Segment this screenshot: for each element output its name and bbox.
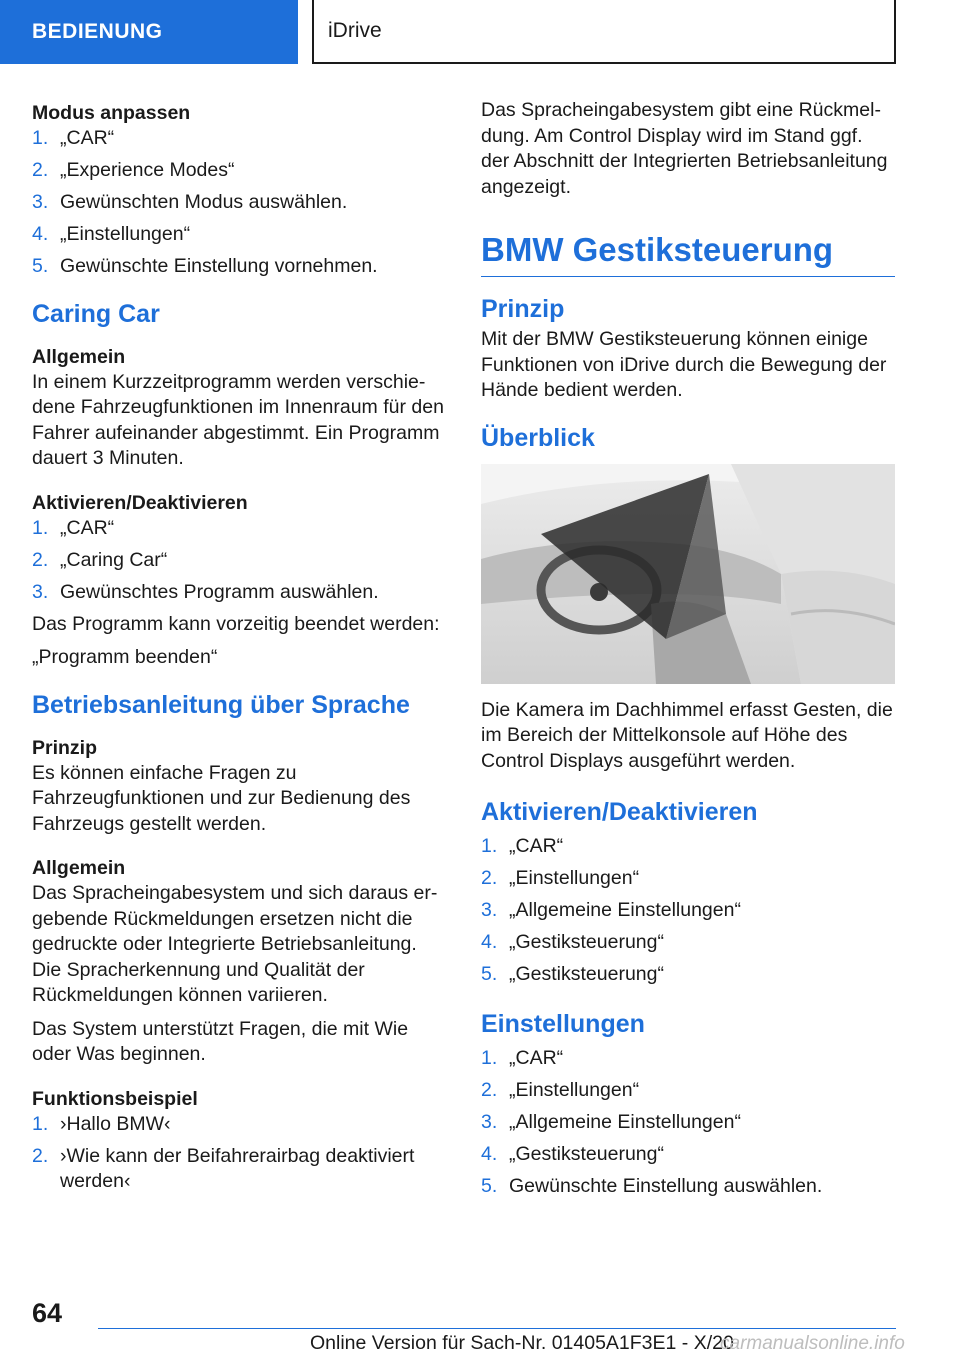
step-text: ›Wie kann der Beifahrerairbag deaktiviert werden‹ xyxy=(60,1144,415,1192)
modus-steps xyxy=(32,126,446,280)
watermark: carmanualsonline.info xyxy=(720,1333,905,1354)
step-text: „CAR“ xyxy=(60,516,115,539)
caring-allgemein-text: In einem Kurzzeitprogramm werden verschiedene Fahrzeugfunktionen im Innenraum für den Fahrer aufeinander abgestimmt. Ein Programm dauert 3 Minuten. xyxy=(32,370,444,469)
step-text: „Experience Modes“ xyxy=(60,159,235,181)
step-text: „Gestiksteuerung“ xyxy=(509,1142,664,1165)
step-number: 2. xyxy=(32,159,49,181)
list-item xyxy=(32,158,446,184)
list-item xyxy=(481,898,895,924)
caring-allgemein-heading: Allgemein xyxy=(32,345,126,368)
step-number: 3. xyxy=(481,1110,498,1133)
step-number: 3. xyxy=(32,580,49,603)
prinzip-text: Mit der BMW Gestiksteuerung können einige Funktionen von iDrive durch die Bewegung der Hände bedient werden. xyxy=(481,328,887,401)
step-text: „Gestiksteuerung“ xyxy=(509,963,664,985)
step-number: 1. xyxy=(481,835,498,857)
list-item xyxy=(32,222,446,248)
funktion-steps xyxy=(32,1112,446,1195)
gesture-settings-heading: Einstellungen xyxy=(481,1009,645,1038)
ueberblick-heading: Überblick xyxy=(481,423,595,452)
list-item xyxy=(32,580,446,606)
step-text: ›Hallo BMW‹ xyxy=(60,1112,171,1135)
list-item xyxy=(481,1078,895,1104)
step-number: 5. xyxy=(481,1174,498,1197)
list-item xyxy=(481,930,895,956)
step-number: 4. xyxy=(32,223,49,245)
step-number: 1. xyxy=(481,1046,498,1069)
step-number: 1. xyxy=(32,127,49,149)
gesture-camera-illustration xyxy=(481,464,895,684)
footer-divider xyxy=(98,1328,896,1329)
caring-car-title: Caring Car xyxy=(32,299,160,328)
step-text: „Einstellungen“ xyxy=(509,1078,640,1101)
step-number: 5. xyxy=(481,963,498,985)
list-item xyxy=(32,548,446,574)
right-column xyxy=(481,98,895,1206)
list-item xyxy=(481,1110,895,1136)
list-item xyxy=(32,190,446,216)
section-title: BEDIENUNG xyxy=(32,20,163,43)
sprache-allgemein-text-1: Das Spracheingabesystem und sich daraus ergebende Rückmeldungen ersetzen nicht die gedruckte oder Integrierte Betriebsanleitung. Die Spracherkennung und Qualität der Rückmeldungen können variieren. xyxy=(32,882,438,1006)
step-text: „Caring Car“ xyxy=(60,548,168,571)
caring-end-option: „Programm beenden“ xyxy=(32,646,218,668)
step-number: 5. xyxy=(32,255,49,277)
sprache-prinzip-heading: Prinzip xyxy=(32,736,98,759)
step-text: „CAR“ xyxy=(509,835,564,857)
step-number: 2. xyxy=(481,867,498,889)
list-item xyxy=(481,1046,895,1072)
step-text: „Allgemeine Einstellungen“ xyxy=(509,899,741,921)
step-text: „Einstellungen“ xyxy=(60,223,191,245)
list-item xyxy=(32,126,446,152)
step-number: 4. xyxy=(481,931,498,953)
gesture-activate-heading: Aktivieren/Deaktivieren xyxy=(481,798,758,826)
step-number: 1. xyxy=(32,1112,49,1135)
caring-steps xyxy=(32,516,446,606)
header-chapter-box xyxy=(312,0,896,64)
step-number: 2. xyxy=(32,1144,49,1167)
footer-version-text: Online Version für Sach-Nr. 01405A1F3E1 - X/20 xyxy=(310,1332,734,1354)
step-text: „Einstellungen“ xyxy=(509,867,640,889)
list-item xyxy=(32,516,446,542)
step-number: 3. xyxy=(481,899,498,921)
car-interior-image xyxy=(481,464,895,684)
step-number: 1. xyxy=(32,516,49,539)
caring-end-text: Das Programm kann vorzeitig beendet werden: xyxy=(32,612,440,635)
gesture-activate-steps xyxy=(481,834,895,988)
sprache-title: Betriebsanleitung über Sprache xyxy=(32,690,410,719)
list-item xyxy=(481,866,895,892)
list-item xyxy=(481,1142,895,1168)
list-item xyxy=(481,1174,895,1200)
sprache-allgemein-heading: Allgemein xyxy=(32,857,126,879)
step-text: „CAR“ xyxy=(60,127,115,149)
step-text: „Allgemeine Einstellungen“ xyxy=(509,1110,741,1133)
gesture-title: BMW Gestiksteuerung xyxy=(481,230,895,277)
sprache-allgemein-text-2: Das System unterstützt Fragen, die mit Wie oder Was beginnen. xyxy=(32,1017,409,1065)
step-number: 2. xyxy=(32,548,49,571)
modus-heading: Modus anpassen xyxy=(32,102,191,124)
step-text: Gewünschten Modus auswählen. xyxy=(60,191,348,213)
left-column xyxy=(32,100,446,1201)
step-text: Gewünschte Einstellung auswählen. xyxy=(509,1174,823,1197)
caring-activate-heading: Aktivieren/Deaktivieren xyxy=(32,491,248,514)
list-item xyxy=(32,1112,446,1138)
sprache-prinzip-text: Es können einfache Fragen zu Fahrzeugfunktionen und zur Bedienung des Fahrzeugs gestellt werden. xyxy=(32,761,411,835)
image-caption: Die Kamera im Dachhimmel erfasst Gesten, die im Bereich der Mittelkonsole auf Höhe des Control Displays ausgeführt werden. xyxy=(481,698,893,772)
step-number: 2. xyxy=(481,1078,498,1101)
list-item xyxy=(481,834,895,860)
list-item xyxy=(481,962,895,988)
step-number: 3. xyxy=(32,191,49,213)
page-number: 64 xyxy=(32,1298,63,1328)
list-item xyxy=(32,254,446,280)
step-text: „Gestiksteuerung“ xyxy=(509,931,664,953)
header-section-tab xyxy=(0,0,298,64)
funktion-heading: Funktionsbeispiel xyxy=(32,1087,198,1110)
step-text: Gewünschtes Programm auswählen. xyxy=(60,580,379,603)
step-number: 4. xyxy=(481,1142,498,1165)
sprache-intro-text: Das Spracheingabesystem gibt eine Rückmeldung. Am Control Display wird im Stand ggf. der Abschnitt der Integrierten Betriebsanleitung angezeigt. xyxy=(481,99,888,198)
step-text: Gewünschte Einstellung vornehmen. xyxy=(60,255,378,277)
chapter-title: iDrive xyxy=(328,19,382,42)
gesture-settings-steps xyxy=(481,1046,895,1200)
prinzip-heading: Prinzip xyxy=(481,295,565,323)
step-text: „CAR“ xyxy=(509,1046,564,1069)
list-item xyxy=(32,1144,446,1195)
